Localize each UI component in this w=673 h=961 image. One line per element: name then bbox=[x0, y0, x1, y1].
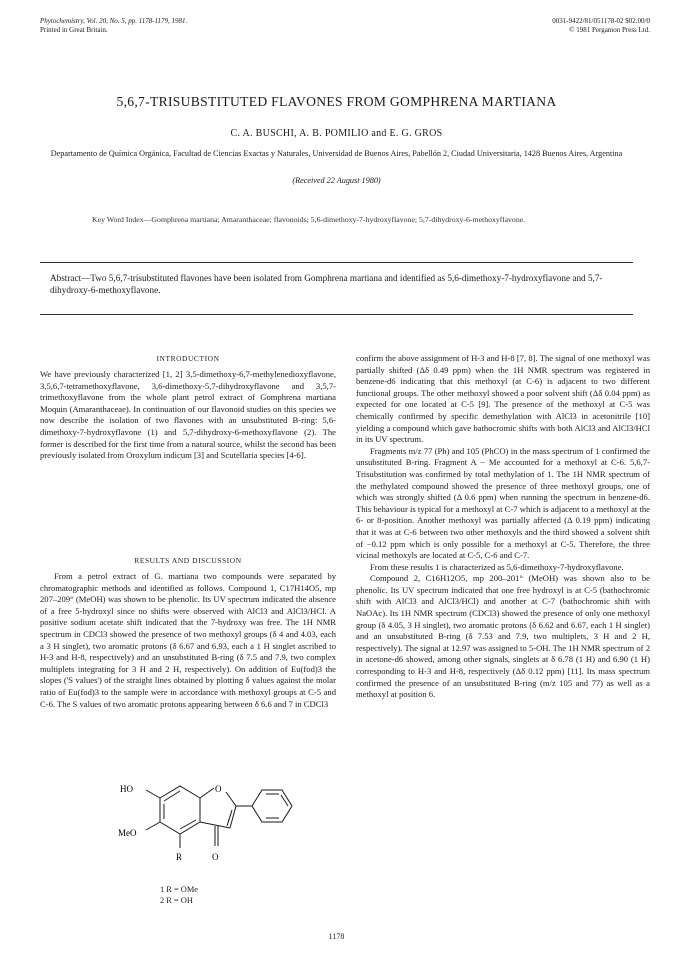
issn-line: 0031-9422/81/051178-02 $02.00/0 bbox=[552, 17, 650, 25]
paper-title: 5,6,7-TRISUBSTITUTED FLAVONES FROM GOMPHRENA MARTIANA bbox=[116, 94, 557, 109]
right-paragraph-3: From these results 1 is characterized as 5,6-dimethoxy-7-hydroxyflavone. bbox=[370, 561, 624, 572]
ring-a bbox=[160, 786, 200, 834]
carbonyl-oxygen-label: O bbox=[212, 852, 219, 862]
journal-line: Phytochemistry, Vol. 20, No. 5, pp. 1178-1179, 1981. bbox=[40, 17, 188, 25]
page-number: 1178 bbox=[328, 932, 345, 941]
right-paragraph-1: confirm the above assignment of H-3 and H-8 [7, 8]. The signal of one methoxyl was partially shifted (Δδ 0.49 ppm) when the 1H NMR spectrum was registered in benzene-d6 indicating that this methoxyl (at C-6) is adjacent to two different functional groups. The other methoxyl showed a poor solvent shift (Δδ 0.04 ppm) as expected for one located at C-5 [9]. The presence of the methoxyl at C-5 was chemically confirmed by specific demethylation with AlCl3 in acetonitrile [10] yielding a compound which gave bathocromic shifts with both AlCl3 and AlCl3/HCl in its UV spectrum. bbox=[356, 353, 650, 445]
introduction-heading: INTRODUCTION bbox=[156, 354, 220, 363]
legend-compound-1: 1 R = OMe bbox=[160, 885, 198, 894]
divider-top bbox=[40, 262, 633, 263]
right-column-text bbox=[356, 353, 650, 701]
right-paragraph-4: Compound 2, C16H12O5, mp 200–201° (MeOH) was shown also to be phenolic. Its UV spectrum indicated that one free hydroxyl is at C-5 (bathochromic shift with AlCl3 and AlCl3/HCl) and another at C-7 (bathochromic shift with NaOAc). Its 1H NMR spectrum (CDCl3) showed the presence of only one methoxyl group (δ 4.05, 3 H singlet), two aromatic protons (δ 6.62 and 6.67, each 1 H singlet) and an unsubstituted B-ring (δ 7.53 and 7.9, two multiplets, 3 H and 2 H, respectively). The signal at 12.97 was assigned to 5-OH. The 1H NMR spectrum of 2 in acetone-d6 showed, among other signals, singlets at δ 6.78 (1 H) and 6.90 (1 H) corresponding to H-3 and H-8, respectively (Δδ 0.12 ppm) [11]. Its mass spectrum confirmed the presence of an unsubstituted B-ring (m/z 105 and 77) as well as a methoxyl at position 6. bbox=[356, 573, 650, 700]
results-text bbox=[40, 571, 336, 710]
structure-drawing bbox=[118, 776, 308, 880]
paper-authors: C. A. BUSCHI, A. B. POMILIO and E. G. GROS bbox=[230, 128, 443, 139]
intro-paragraph: We have previously characterized [1, 2] 3,5-dimethoxy-6,7-methylenedioxyflavone, 3,5,6,7-tetramethoxyflavone, 3,6-dimethoxy-5,7-dihydroxyflavone and 3,5,7-trimethoxyflavone from the whole plant petrol extract of Gomphrena martiana Moquin (Amaranthaceae). In continuation of our flavonoid studies on this species we now describe the isolation of two flavones with an unsubstituted B-ring: 5,6-dimethoxy-7-hydroxyflavone (1) and 5,7-dihydroxy-6-methoxyflavone (2). The former is described for the first time from a natural source, whilst the second has been previously isolated from Oroxylum indicum [3] and Scutellaria species [4-6]. bbox=[40, 369, 336, 461]
structure-legend bbox=[160, 884, 198, 906]
copyright-line: © 1981 Pergamon Press Ltd. bbox=[569, 26, 650, 34]
divider-bottom bbox=[40, 314, 633, 315]
ring-oxygen-label: O bbox=[215, 784, 222, 794]
legend-compound-2: 2 R = OH bbox=[160, 896, 193, 905]
results-heading: RESULTS AND DISCUSSION bbox=[134, 556, 242, 565]
ho-label: HO bbox=[120, 784, 133, 794]
received-date: (Received 22 August 1980) bbox=[292, 176, 381, 185]
publication-code bbox=[552, 17, 650, 35]
keywords: Key Word Index—Gomphrena martiana; Amaranthaceae; flavonoids; 5,6-dimethoxy-7-hydroxyflavone; 5,7-dihydroxy-6-methoxyflavone. bbox=[92, 215, 526, 224]
ring-b bbox=[252, 790, 292, 822]
journal-citation bbox=[40, 17, 187, 35]
abstract: Abstract—Two 5,6,7-trisubstituted flavones have been isolated from Gomphrena martiana and identified as 5,6-dimethoxy-7-hydroxyflavone and 5,7-dihydroxy-6-methoxyflavone. bbox=[50, 273, 603, 295]
ring-c bbox=[200, 788, 214, 798]
right-paragraph-2: Fragments m/z 77 (Ph) and 105 (PhCO) in the mass spectrum of 1 confirmed the unsubstituted B-ring. Fragment A − Me accounted for a methoxyl at C-6. 5,6,7-Trisubstitution was confirmed by total methylation of 1. The 1H NMR spectrum of the methylated compound showed the presence of three methoxyl groups, one of which was strongly shifted (Δ 0.6 ppm) when running the spectrum in benzene-d6. This behaviour is typical for a methoxyl at C-7 which is adjacent to a methoxyl at the 6- or 8-position. Another methoxyl was partially affected (Δ 0.19 ppm) indicating that it was at C-6 between two other methoxyls and the third showed a solvent shift of −0.12 ppm which is only possible for a methoxyl at C-5. Therefore, the three vicinal methoxyls are located at C-5, C-6 and C-7. bbox=[356, 445, 650, 561]
results-paragraph: From a petrol extract of G. martiana two compounds were separated by chromatographic methods and identified as follows. Compound 1, C17H14O5, mp 207–209° (MeOH) was shown to be phenolic. Its UV spectrum indicated the absence of a free 5-hydroxyl since no shifts were observed with AlCl3 and AlCl3/HCl. A positive sodium acetate shift indicated that the 7-hydroxy was free. The 1H NMR spectrum in CDCl3 showed the presence of two methoxyl groups (δ 4 and 4.03, each a 3 H singlet), two aromatic protons (δ 6.67 and 6.93, each a 1 H singlet ascribed to H-3 and H-8, respectively) and an unsubstituted B-ring (δ 7.5 and 7.9, two complex multiplets integrating for 3 H and 2 H, respectively). On addition of Eu(fod)3 the slopes ('S values') of the straight lines obtained by plotting δ values against the molar ratio of Eu(fod)3 to the sample were in accordance with methoxyl groups at C-5 and C-6. The S values of two aromatic protons appearing between δ 6.6 and 7 in CDCl3 bbox=[40, 571, 336, 709]
printed-line: Printed in Great Britain. bbox=[40, 26, 108, 34]
meo-label: MeO bbox=[118, 828, 137, 838]
flavone-structure bbox=[118, 776, 308, 880]
introduction-text bbox=[40, 369, 336, 462]
r-label: R bbox=[176, 852, 183, 862]
affiliation: Departamento de Química Orgánica, Facultad de Ciencias Exactas y Naturales, Universidad de Buenos Aires, Pabellón 2, Ciudad Universitaria, 1428 Buenos Aires, Argentina bbox=[50, 149, 623, 158]
